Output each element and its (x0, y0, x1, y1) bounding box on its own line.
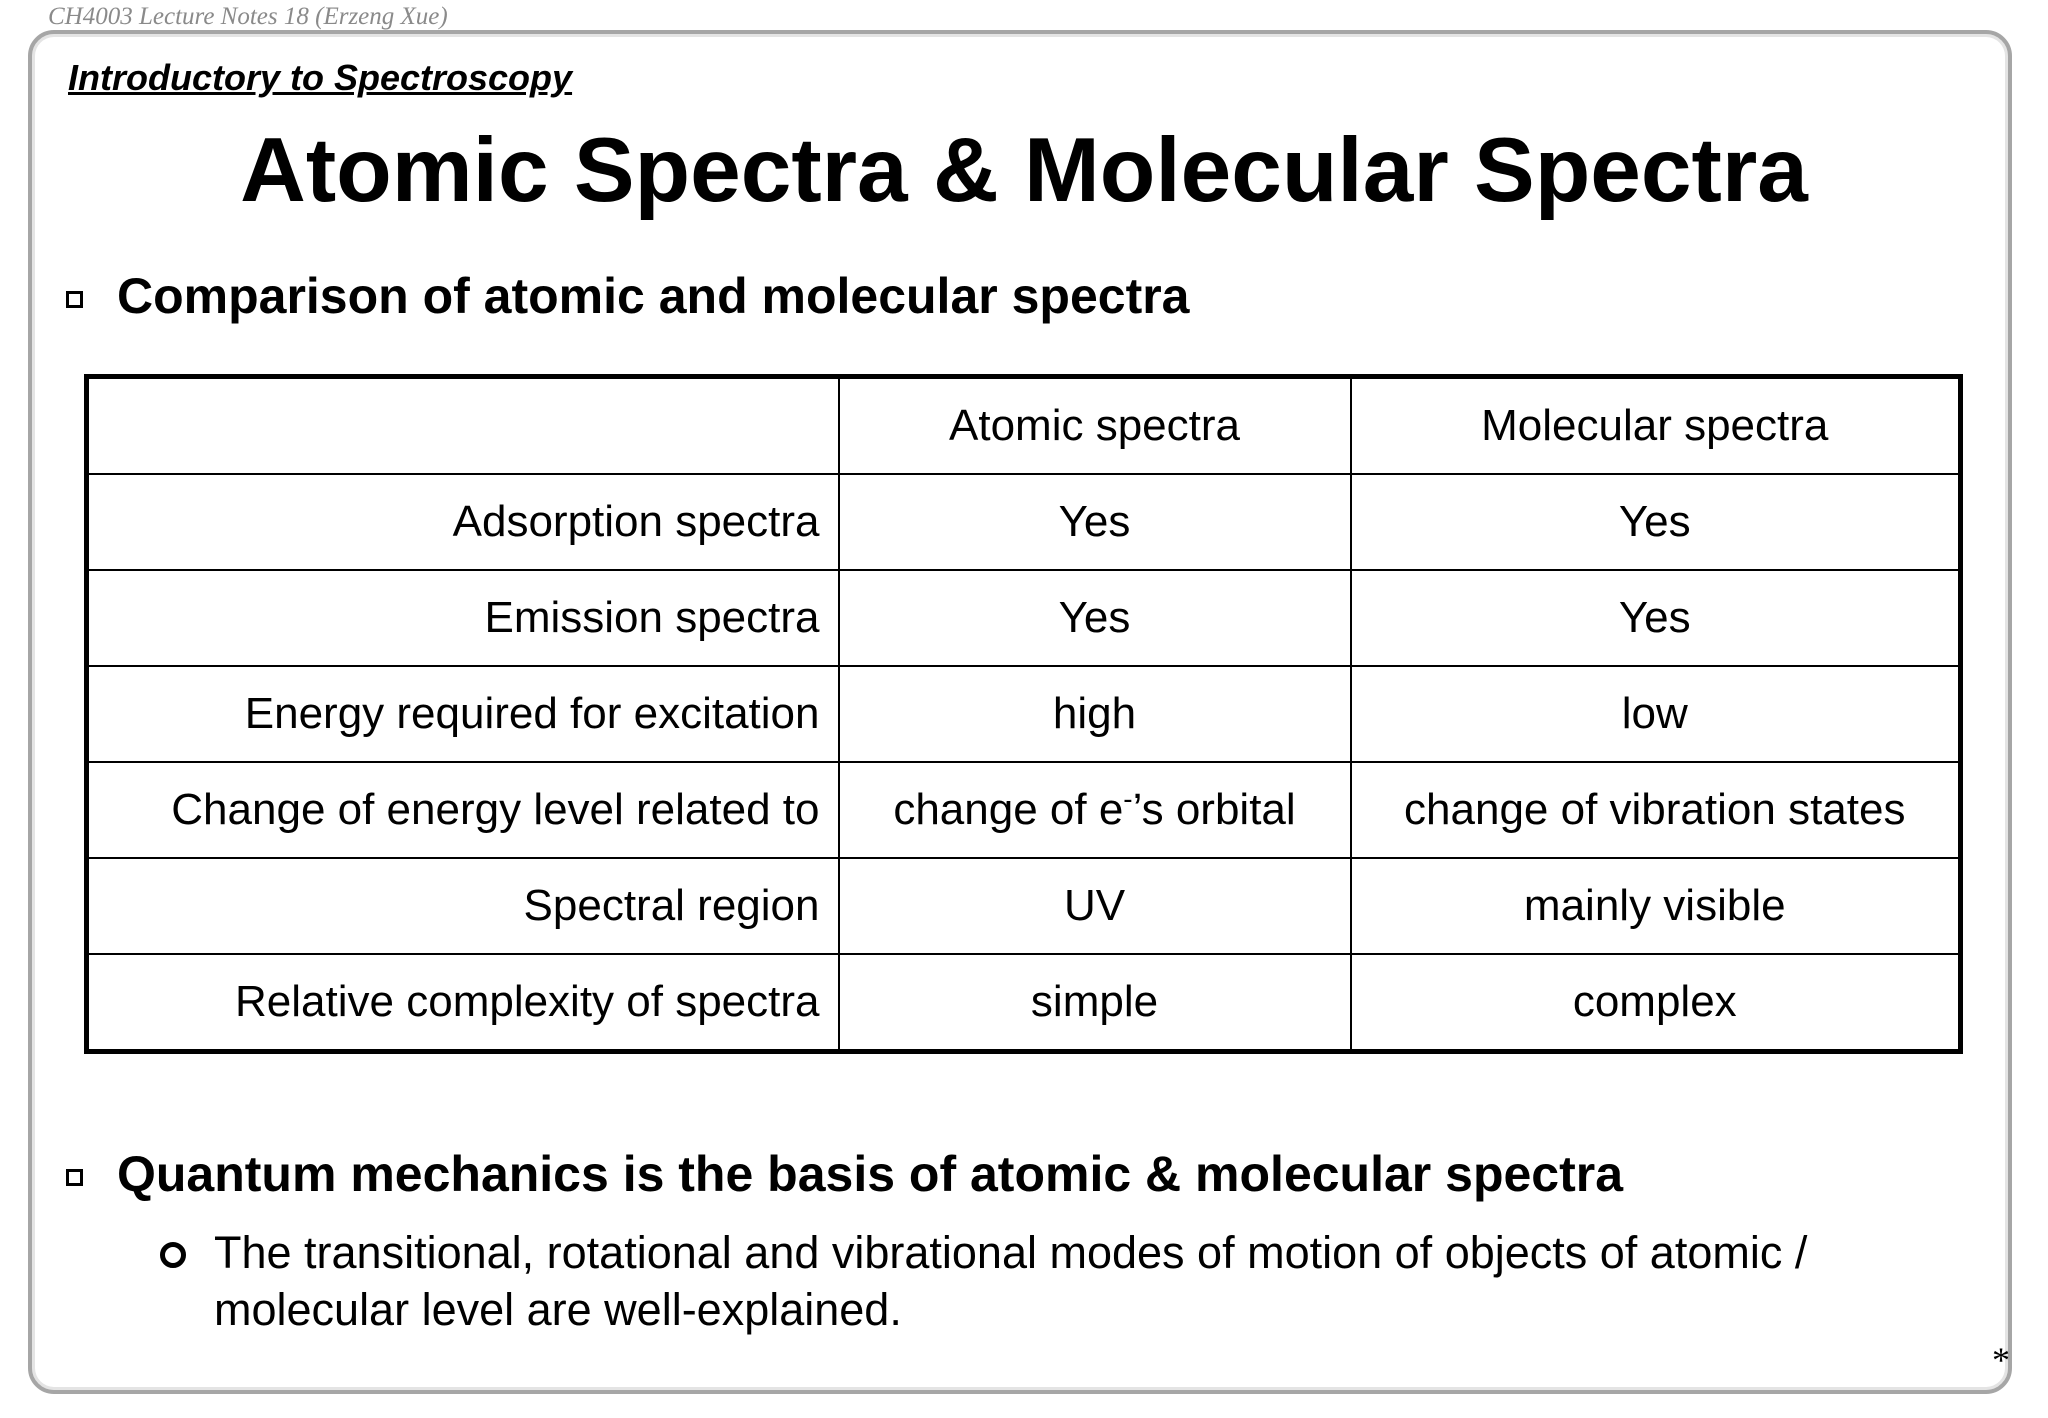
molecular-value: complex (1351, 954, 1961, 1052)
row-label: Adsorption spectra (87, 474, 839, 570)
row-label: Change of energy level related to (87, 762, 839, 858)
row-label: Relative complexity of spectra (87, 954, 839, 1052)
table-row (87, 666, 1961, 762)
comparison-table (84, 374, 1963, 1054)
header-cell-atomic: Atomic spectra (839, 377, 1351, 475)
atomic-value (839, 762, 1351, 858)
molecular-value: Yes (1351, 474, 1961, 570)
section-comparison (66, 266, 1190, 326)
atomic-value-prefix: change of e (893, 785, 1124, 834)
section-quantum-heading: Quantum mechanics is the basis of atomic & molecular spectra (117, 1146, 1624, 1202)
row-label: Spectral region (87, 858, 839, 954)
table-row (87, 858, 1961, 954)
atomic-value: Yes (839, 570, 1351, 666)
quantum-sub-bullet-text: The transitional, rotational and vibrational modes of motion of objects of atomic / molecular level are well-explained. (214, 1227, 1808, 1335)
molecular-value: low (1351, 666, 1961, 762)
atomic-value: UV (839, 858, 1351, 954)
atomic-value: simple (839, 954, 1351, 1052)
section-comparison-heading: Comparison of atomic and molecular spectra (117, 268, 1190, 324)
table-row (87, 762, 1961, 858)
table-row (87, 474, 1961, 570)
table-row (87, 954, 1961, 1052)
row-label: Emission spectra (87, 570, 839, 666)
circle-bullet-icon (160, 1242, 186, 1268)
quantum-sub-bullet (160, 1224, 1974, 1338)
table-row (87, 570, 1961, 666)
table-header-row (87, 377, 1961, 475)
square-bullet-icon (66, 1169, 83, 1186)
atomic-value: high (839, 666, 1351, 762)
section-quantum-mechanics (66, 1144, 1623, 1204)
atomic-value: Yes (839, 474, 1351, 570)
page-marker: * (1992, 1340, 2010, 1380)
slide-subtitle: Introductory to Spectroscopy (68, 57, 573, 98)
square-bullet-icon (66, 291, 83, 308)
molecular-value: Yes (1351, 570, 1961, 666)
header-cell-molecular: Molecular spectra (1351, 377, 1961, 475)
row-label: Energy required for excitation (87, 666, 839, 762)
molecular-value: change of vibration states (1351, 762, 1961, 858)
slide-title: Atomic Spectra & Molecular Spectra (240, 120, 1808, 221)
atomic-value-suffix: ’s orbital (1132, 785, 1296, 834)
molecular-value: mainly visible (1351, 858, 1961, 954)
header-cell-empty (87, 377, 839, 475)
lecture-notes-header: CH4003 Lecture Notes 18 (Erzeng Xue) (48, 3, 448, 30)
electron-charge-superscript: - (1123, 783, 1133, 815)
